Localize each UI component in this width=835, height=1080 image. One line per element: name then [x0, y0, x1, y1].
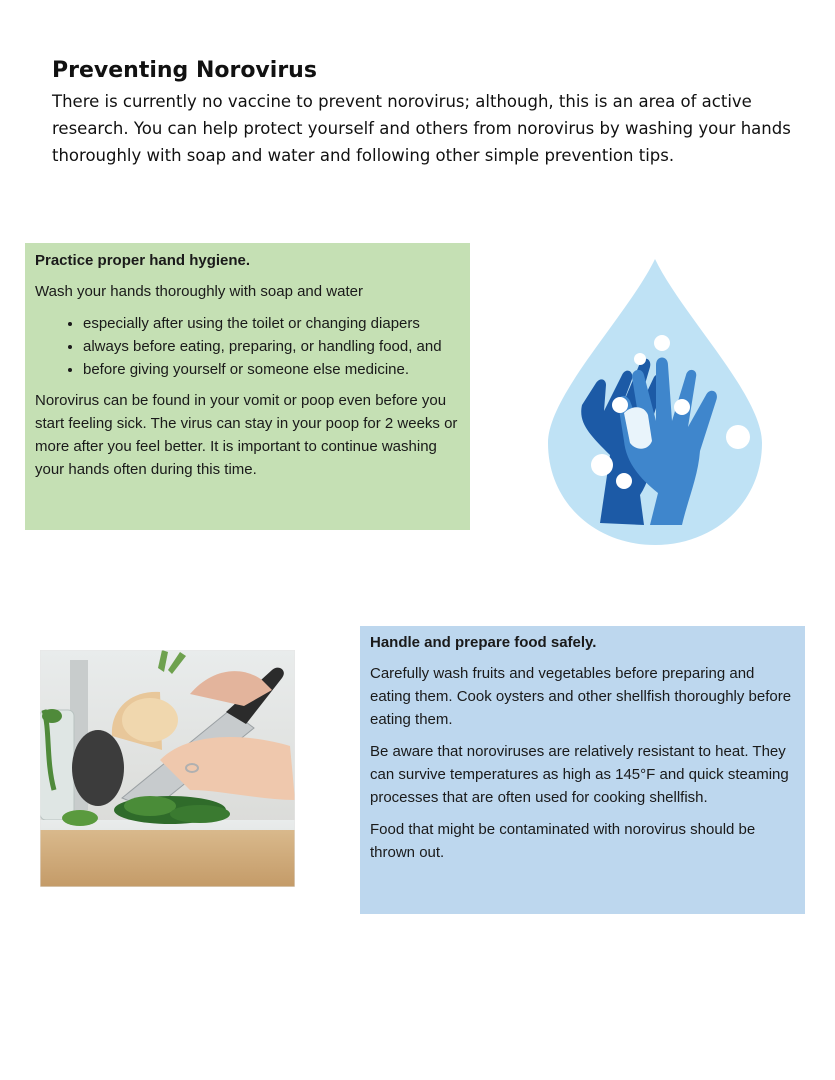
hand-hygiene-heading: Practice proper hand hygiene.: [35, 252, 251, 269]
hand-hygiene-body: Norovirus can be found in your vomit or poop even before you start feeling sick. The virus can stay in your poop for 2 weeks or more after you feel better. It is important to continue washing your hands often during this time.: [35, 392, 458, 478]
list-item: • always before eating, preparing, or handling food, and: [83, 335, 460, 358]
handwashing-droplet-icon: [540, 255, 770, 547]
food-safety-paragraph-1: Carefully wash fruits and vegetables before preparing and eating them. Cook oysters and other shellfish thoroughly before eating them.: [370, 665, 792, 728]
food-safety-paragraph-2: Be aware that noroviruses are relatively resistant to heat. They can survive temperatures as high as 145°F and quick steaming processes that are often used for cooking shellfish.: [370, 743, 789, 806]
chopping-greens-photo: [40, 650, 295, 887]
list-item: • before giving yourself or someone else medicine.: [83, 358, 460, 381]
food-safety-heading: Handle and prepare food safely.: [370, 634, 597, 651]
hand-hygiene-box: [25, 243, 470, 530]
food-safety-paragraph-3: Food that might be contaminated with norovirus should be thrown out.: [370, 821, 756, 861]
page-title: Preventing Norovirus: [52, 58, 317, 83]
hand-hygiene-lead: Wash your hands thoroughly with soap and water: [35, 283, 363, 300]
list-item: • especially after using the toilet or changing diapers: [83, 312, 460, 335]
intro-paragraph: There is currently no vaccine to prevent norovirus; although, this is an area of active research. You can help protect yourself and others from norovirus by washing your hands thoroughly with soap and water and following other simple prevention tips.: [52, 92, 791, 165]
food-safety-box: [360, 626, 805, 914]
hand-hygiene-list: [35, 312, 460, 381]
